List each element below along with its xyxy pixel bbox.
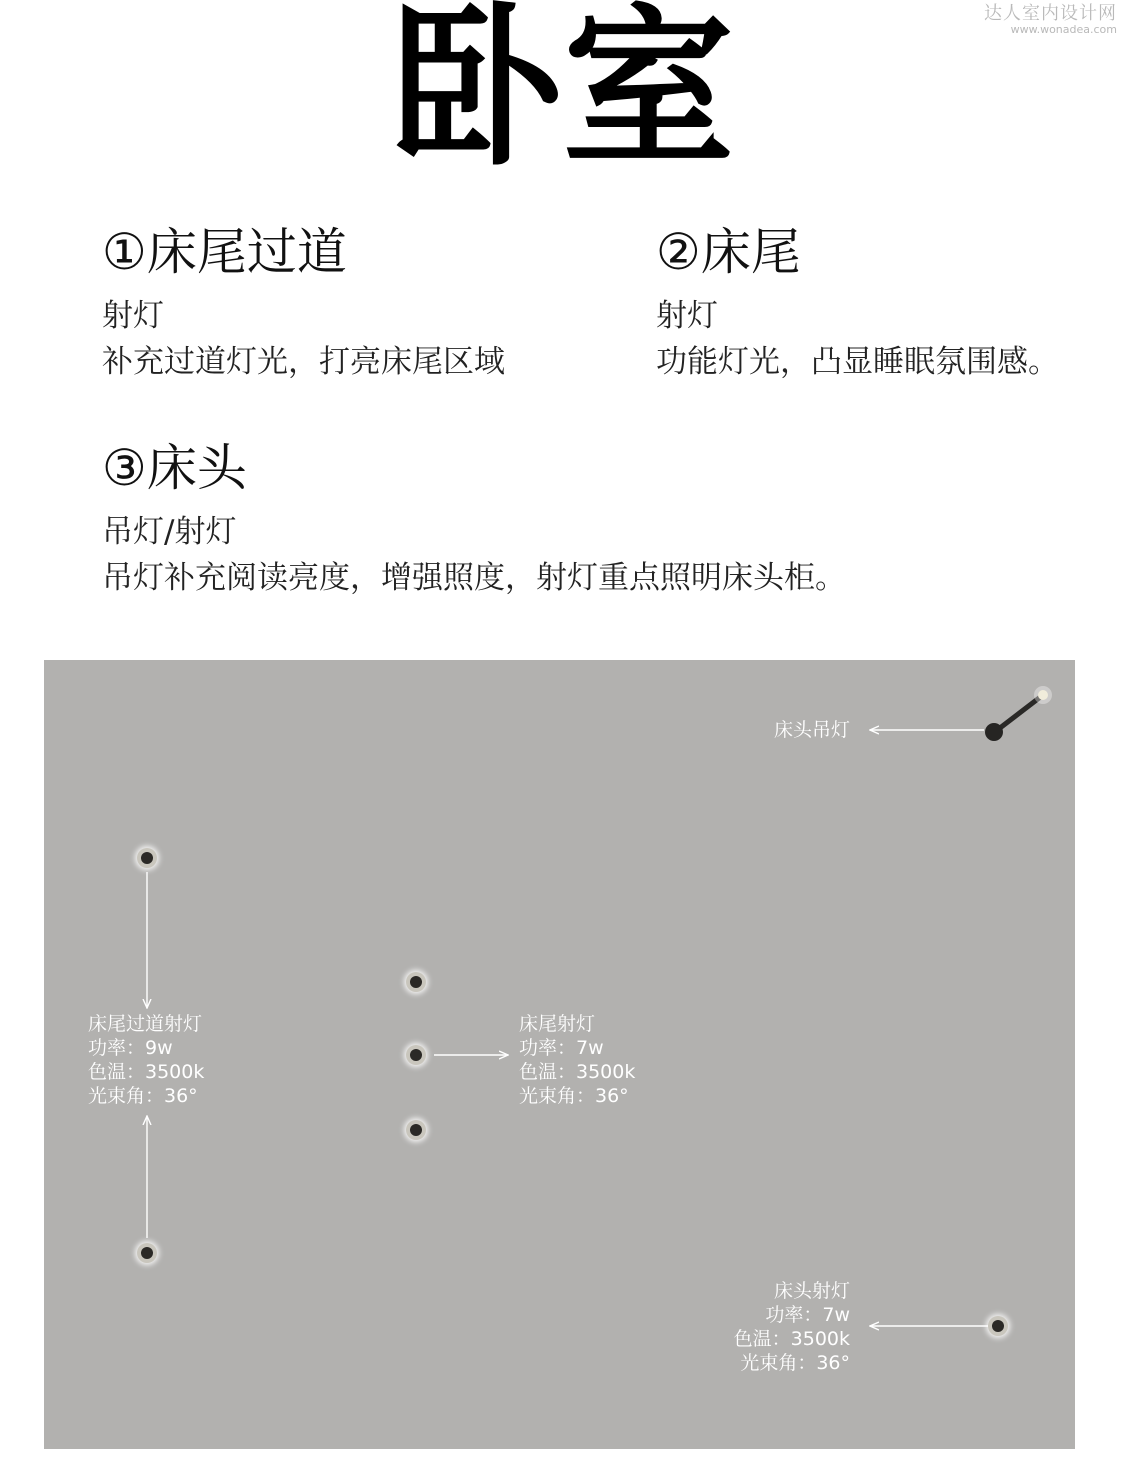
spotlight-icon	[406, 1120, 426, 1140]
spec-name: 床尾过道射灯	[88, 1013, 203, 1035]
pendant-label: 床头吊灯	[773, 719, 850, 741]
spec-name: 床尾射灯	[519, 1013, 596, 1035]
section-light-type: 射灯	[102, 298, 164, 334]
spec-color-temp: 色温：3500k	[519, 1061, 636, 1083]
section-heading: ②床尾	[656, 223, 801, 281]
section-description: 吊灯补充阅读亮度，增强照度，射灯重点照明床头柜。	[102, 560, 846, 596]
section-bed-end	[656, 222, 1059, 382]
spec-beam-angle: 光束角：36°	[88, 1085, 198, 1107]
aisle-spot-specs	[88, 1012, 204, 1108]
ceiling-plan	[44, 660, 1075, 1449]
spotlight-icon	[137, 848, 157, 868]
section-light-type: 射灯	[656, 298, 718, 334]
spec-power: 功率：7w	[765, 1304, 850, 1326]
spec-color-temp: 色温：3500k	[88, 1061, 205, 1083]
page-title: 卧室	[390, 0, 735, 189]
section-bed-end-aisle	[102, 222, 505, 382]
section-description: 功能灯光，凸显睡眠氛围感。	[656, 344, 1059, 380]
spec-color-temp: 色温：3500k	[733, 1328, 850, 1350]
watermark-name: 达人室内设计网	[984, 3, 1117, 24]
spotlight-icon	[406, 1045, 426, 1065]
spotlight-icon	[137, 1243, 157, 1263]
head-spot-specs	[734, 1279, 850, 1375]
spotlight-icon	[988, 1316, 1008, 1336]
section-bed-head	[102, 438, 846, 598]
spec-power: 功率：7w	[519, 1037, 604, 1059]
section-heading: ①床尾过道	[102, 223, 347, 281]
spec-power: 功率：9w	[88, 1037, 173, 1059]
section-light-type: 吊灯/射灯	[102, 514, 237, 550]
spotlight-icon	[406, 972, 426, 992]
spec-name: 床头射灯	[773, 1280, 850, 1302]
spec-beam-angle: 光束角：36°	[740, 1352, 850, 1374]
foot-spot-specs	[519, 1012, 635, 1108]
spec-beam-angle: 光束角：36°	[519, 1085, 629, 1107]
watermark-url: www.wonadea.com	[1010, 22, 1117, 36]
section-heading: ③床头	[102, 439, 247, 497]
section-description: 补充过道灯光，打亮床尾区域	[102, 344, 505, 380]
